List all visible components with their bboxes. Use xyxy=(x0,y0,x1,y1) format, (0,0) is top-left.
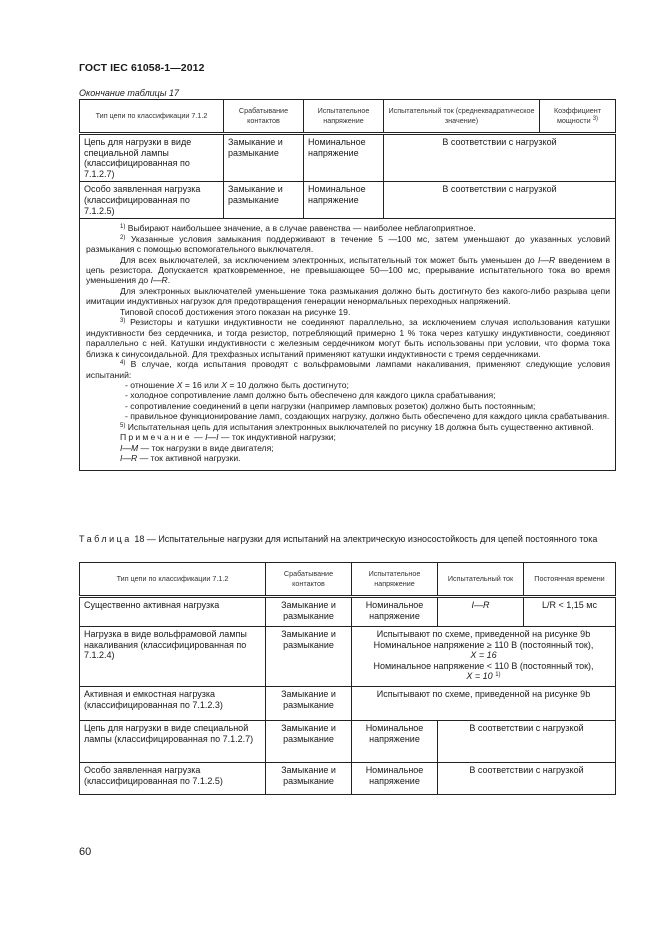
table18-caption xyxy=(79,534,615,545)
table-cell-voltage: Номинальное напряжение xyxy=(352,721,438,763)
table17-footnotes xyxy=(80,219,616,470)
table-cell-current: В соответствии с нагрузкой xyxy=(384,182,616,219)
table-cell-merged: Испытывают по схеме, приведенной на рисунке 9b xyxy=(352,687,616,721)
table17-header-contacts: Срабатывание контактов xyxy=(224,100,304,134)
table-cell-voltage: Номинальное напряжение xyxy=(352,763,438,795)
table17-header-power-factor-label: Коэффициент мощности xyxy=(553,106,602,125)
table-cell-type: Существенно активная нагрузка xyxy=(80,597,266,627)
table-cell-type: Активная и емкостная нагрузка (классифицированная по 7.1.2.3) xyxy=(80,687,266,721)
table-17 xyxy=(79,99,616,471)
table-18 xyxy=(79,562,616,795)
table18-header-row xyxy=(80,563,616,597)
footnote-2-paragraph xyxy=(86,255,610,286)
footnote-text: В случае, когда испытания проводят с вольфрамовыми лампами накаливания, применяют следующие условия испытаний: xyxy=(86,359,611,380)
ratio-symbol: X xyxy=(221,379,227,390)
footnote-text: Указанные условия замыкания поддерживают в течение 5 —100 мс, затем уменьшают до указанных условий размыкания с помощью вспомогательного выключателя. xyxy=(86,233,611,255)
note-text: — ток нагрузки в виде двигателя; xyxy=(140,442,274,453)
merged-line: X = 16 xyxy=(470,650,497,661)
current-symbol: I—R xyxy=(538,254,556,265)
footnote-2 xyxy=(86,234,610,255)
table17-header-current: Испытательный ток (среднеквадратическое значение) xyxy=(384,100,540,134)
footnote-marker: 2) xyxy=(120,234,126,241)
table17-header-row xyxy=(80,100,616,134)
footnote-text: Испытательная цепь для испытания электронных выключателей по рисунку 18 должна быть существенно активной. xyxy=(127,421,594,432)
footnote-marker: 3) xyxy=(120,318,126,325)
footnote-ref: 1) xyxy=(495,672,501,679)
table18-header-type: Тип цепи по классификации 7.1.2 xyxy=(80,563,266,597)
current-symbol: I—R xyxy=(120,453,138,464)
page-number: 60 xyxy=(79,846,92,858)
footnote-2-paragraph: Типовой способ достижения этого показан на рисунке 19. xyxy=(120,306,351,317)
table-cell-contacts: Замыкание и размыкание xyxy=(266,721,352,763)
table-cell-type: Особо заявленная нагрузка (классифицированная по 7.1.2.5) xyxy=(80,182,224,219)
table-cell-current: I—R xyxy=(438,597,524,627)
table-row xyxy=(80,134,616,182)
table-cell-current: В соответствии с нагрузкой xyxy=(384,134,616,182)
table-row xyxy=(80,182,616,219)
table-cell-time-constant: L/R < 1,15 мс xyxy=(524,597,616,627)
table-cell-type: Цепь для нагрузки в виде специальной лампы (классифицированная по 7.1.2.7) xyxy=(80,134,224,182)
note-label: Примечание xyxy=(120,432,192,443)
note-text: — xyxy=(194,432,203,443)
table-cell-contacts: Замыкание и размыкание xyxy=(266,687,352,721)
table17-header-voltage: Испытательное напряжение xyxy=(304,100,384,134)
table-cell-contacts: Замыкание и размыкание xyxy=(224,182,304,219)
table17-header-power-factor xyxy=(540,100,616,134)
note-text: — ток активной нагрузки. xyxy=(139,453,241,464)
table17-notes-row xyxy=(80,219,616,470)
footnote-4-item: - правильное функционирование ламп, создающих нагрузку, должно быть обеспечено для каждого цикла срабатывания. xyxy=(125,411,610,422)
table-cell-type: Цепь для нагрузки в виде специальной лампы (классифицированная по 7.1.2.7) xyxy=(80,721,266,763)
table18-header-voltage: Испытательное напряжение xyxy=(352,563,438,597)
footnote-4-item: - холодное сопротивление ламп должно быть обеспечено для каждого цикла срабатывания; xyxy=(125,390,496,401)
footnote-2-paragraph: Для электронных выключателей уменьшение тока размыкания должно быть достигнуто без какого-либо разрыва цепи имитации индуктивных нагрузок для предотвращения генерации ненормальных переходных напряжений. xyxy=(86,285,610,307)
footnote-text: = 16 или xyxy=(184,379,219,390)
note-line xyxy=(86,443,610,453)
table-cell-voltage: Номинальное напряжение xyxy=(304,134,384,182)
footnote-3 xyxy=(86,317,610,359)
footnote-1 xyxy=(86,223,610,233)
footnote-text: Резисторы и катушки индуктивности не соединяют параллельно, за исключением случая использования катушки индуктивности без сердечника, и тогда резистор, потребляющий примерно 1 % тока через катушку индуктивности, соединяют параллельно с ней. Катушки индуктивности с железным сердечником могут быть использованы при условии, что форма тока близка к синусоидальной. Для трехфазных испытаний применяют катушки индуктивности с тремя сердечниками. xyxy=(86,317,610,359)
note-text: — ток индуктивной нагрузки; xyxy=(220,432,336,443)
table-row xyxy=(80,627,616,687)
table18-caption-label: Таблица xyxy=(79,534,132,544)
table18-header-current: Испытательный ток xyxy=(438,563,524,597)
table18-caption-text: 18 — Испытательные нагрузки для испытаний на электрическую износостойкость для цепей постоянного тока xyxy=(134,534,598,544)
footnote-text: . xyxy=(167,275,171,286)
current-symbol: I—M xyxy=(120,442,139,453)
footnote-4 xyxy=(86,359,610,380)
table-cell-voltage: Номинальное напряжение xyxy=(352,597,438,627)
footnote-5 xyxy=(86,422,610,432)
table-cell-current: В соответствии с нагрузкой xyxy=(438,763,616,795)
table-cell-contacts: Замыкание и размыкание xyxy=(266,597,352,627)
table17-header-type: Тип цепи по классификации 7.1.2 xyxy=(80,100,224,134)
footnote-4-item: - сопротивление соединений в цепи нагрузки (например ламповых розеток) должно быть постоянным; xyxy=(125,400,536,411)
table-cell-contacts: Замыкание и размыкание xyxy=(224,134,304,182)
table18-header-time-constant: Постоянная времени xyxy=(524,563,616,597)
merged-line-with-ref xyxy=(356,671,611,682)
table17-caption: Окончание таблицы 17 xyxy=(79,88,179,98)
table-cell-current: В соответствии с нагрузкой xyxy=(438,721,616,763)
table-row xyxy=(80,597,616,627)
note-line xyxy=(86,453,610,463)
table-cell-contacts: Замыкание и размыкание xyxy=(266,627,352,687)
footnote-text: = 10 должно быть достигнуто; xyxy=(229,379,349,390)
footnote-marker: 5) xyxy=(120,422,126,429)
table-cell-type: Нагрузка в виде вольфрамовой лампы накаливания (классифицированная по 7.1.2.4) xyxy=(80,627,266,687)
footnote-text: Выбирают наибольшее значение, а в случае равенства — наиболее неблагоприятное. xyxy=(127,223,476,234)
table-row xyxy=(80,721,616,763)
current-symbol: I—I xyxy=(205,432,219,443)
merged-line: Испытывают по схеме, приведенной на рисунке 9b xyxy=(376,629,591,639)
table18-header-contacts: Срабатывание контактов xyxy=(266,563,352,597)
footnote-marker: 4) xyxy=(120,360,126,367)
merged-line: Номинальное напряжение < 110 В (постоянный ток), xyxy=(373,660,594,671)
footnote-4-item xyxy=(86,380,610,390)
merged-line: Номинальное напряжение ≥ 110 В (постоянный ток), xyxy=(373,639,594,650)
ratio-symbol: X xyxy=(176,379,183,390)
note-line xyxy=(86,432,610,442)
merged-line: X = 10 xyxy=(466,671,493,682)
table-cell-type: Особо заявленная нагрузка (классифицированная по 7.1.2.5) xyxy=(80,763,266,795)
table-cell-voltage: Номинальное напряжение xyxy=(304,182,384,219)
footnote-text: Для всех выключателей, за исключением электронных, испытательный ток может быть уменьшен до xyxy=(120,254,535,265)
table-row xyxy=(80,763,616,795)
footnote-marker: 1) xyxy=(120,224,126,231)
table-cell-merged xyxy=(352,627,616,687)
current-symbol: I—R xyxy=(150,275,168,286)
document-header: ГОСТ IEC 61058-1—2012 xyxy=(79,62,205,74)
footnote-ref: 3) xyxy=(592,116,599,122)
table-cell-contacts: Замыкание и размыкание xyxy=(266,763,352,795)
footnote-text: введением в цепь резистора. Допускается кратковременное, не превышающее 50—100 мс, прерывание испытательного тока во время уменьшения до xyxy=(86,254,611,286)
footnote-text: - отношение xyxy=(125,379,175,390)
table-row xyxy=(80,687,616,721)
